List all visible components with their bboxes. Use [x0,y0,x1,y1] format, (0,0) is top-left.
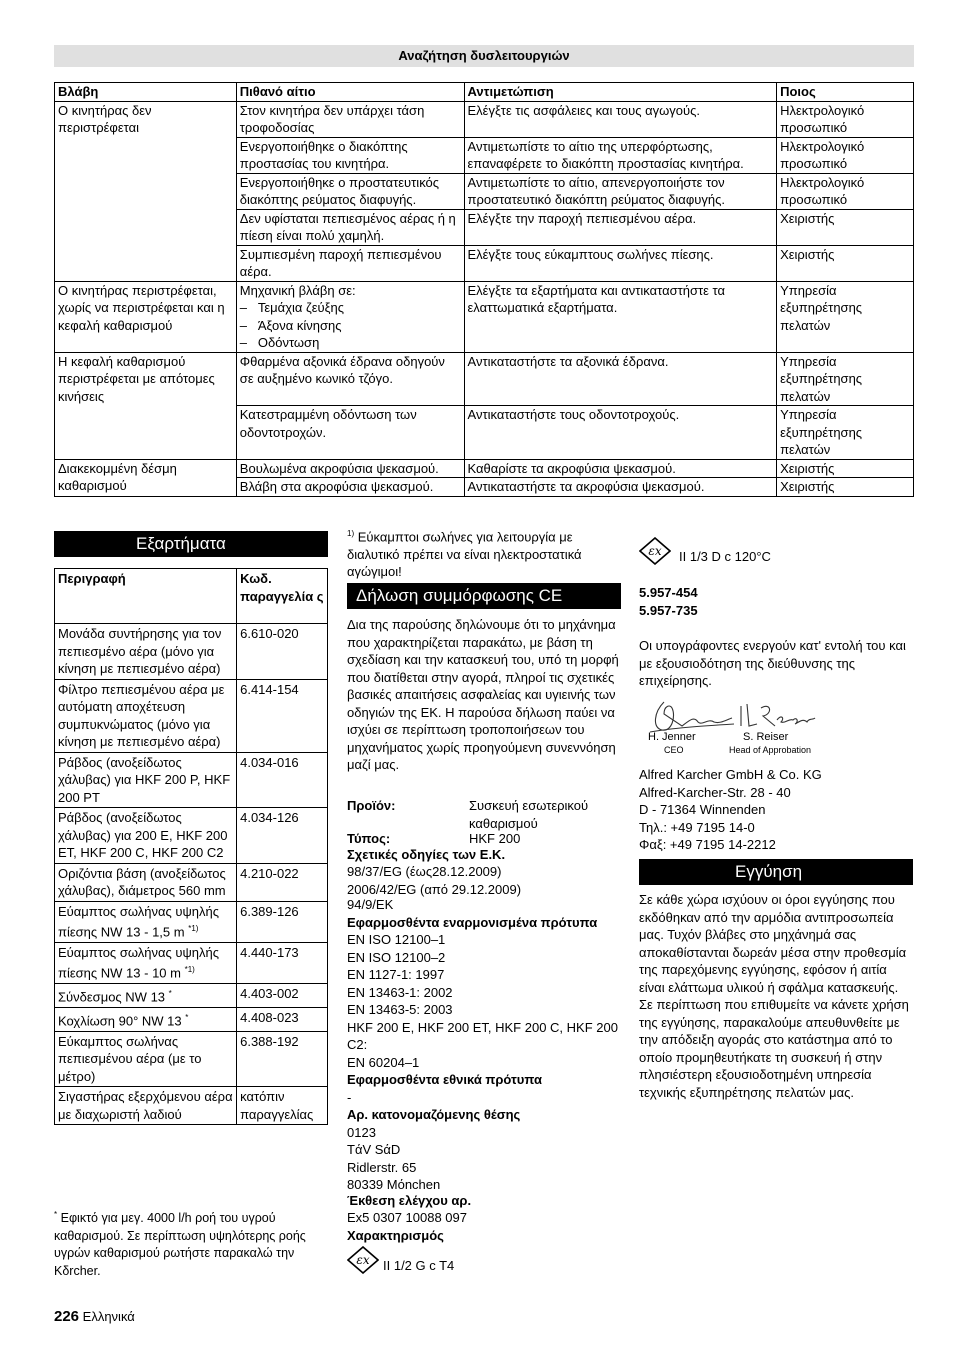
remedy-cell: Αντικαταστήστε τα ακροφύσια ψεκασμού. [464,478,777,497]
table-row [55,984,328,1008]
remedy-cell: Αντιμετωπίστε το αίτιο της υπερφόρτωσης, επαναφέρετε το διακόπτη προστασίας κινητήρα. [464,137,777,173]
fault-cell: Διακεκομμένη δέσμη καθαρισμού [55,459,237,496]
who-cell: Χειριστής [777,459,914,478]
ce-title: Δήλωση συμμόρφωσης CE [356,586,563,605]
ce-title-bar [347,583,621,609]
part-code: 4.408-023 [237,1007,328,1031]
part-desc: Σιγαστήρας εξερχόμενου αέρα με διαχωριστή λαδιού [55,1087,237,1125]
ex-marking-icon [639,537,671,565]
remedy-cell: Αντικαταστήστε τους οδοντοτροχούς. [464,406,777,460]
parts-title-bar [54,531,328,557]
col-header: Ποιος [777,83,914,102]
part-desc: Εύαμπτος σωλήνας υψηλής πίεσης NW 13 - 1,5 m $^{*1)}$ [55,901,237,942]
address-line: Alfred-Karcher-Str. 28 - 40 [639,784,791,800]
notified-label: Αρ. κατονομαζόμενης θέσης [347,1107,521,1122]
standard-item: EN ISO 12100–1 [347,932,446,947]
standard-item: EN 13463-1: 2002 [347,984,453,1000]
who-cell: Υπηρεσία εξυπηρέτησης πελατών [777,406,914,460]
fault-cell: Η κεφαλή καθαρισμού περιστρέφεται με απότομες κινήσεις [55,352,237,459]
part-desc: Σύνδεσμος NW 13 * [55,984,237,1008]
part-desc: Μονάδα συντήρησης για τον πεπιεσμένο αέρα (μόνο για κίνηση με πεπιεσμένο αέρα) [55,624,237,680]
warranty-paragraph: Σε περίπτωση που επιθυμείτε να κάνετε χρήση της εγγύησης, παρακαλούμε απευθυνθείτε με την απόδειξη αγοράς στο κατάστημα από το οποίο προμηθευτήκατε τη συσκευή ή στην πλησιέστερη εξουσιοδοτημένη υπηρεσία τεχνικής εξυπηρέτησης πελατών μας. [639,997,909,1100]
ex-marking-icon [347,1246,379,1274]
table-header-row [55,569,328,624]
cause-cell: Ενεργοποιήθηκε ο προστατευτικός διακόπτης ρεύματος διαφυγής. [236,173,464,209]
national-label: Εφαρμοσθέντα εθνικά πρότυπα [347,1072,542,1087]
part-desc: Εύκαμπτος σωλήνας πεπιεσμένου αέρα (με το μέτρο) [55,1031,237,1087]
table-header-row [55,83,914,102]
cause-list-item: – Οδόντωση [239,335,320,350]
footnote-ref: *1) [188,924,199,933]
svg-text:εx: εx [356,1253,370,1267]
who-cell: Χειριστής [777,245,914,281]
cause-text: Μηχανική βλάβη σε: [239,282,356,298]
page-number: 226 [54,1308,80,1325]
who-cell: Ηλεκτρολογικό προσωπικό [777,101,914,137]
remedy-cell: Ελέγξτε τις ασφάλειες και τους αγωγούς. [464,101,777,137]
footnote-ref: * [168,989,172,999]
col-header: Κωδ. παραγγελία ς [237,569,328,624]
type-label: Τύπος: [347,831,391,846]
marking-row [347,1246,621,1274]
cause-list-item: – Τεμάχια ζεύξης [239,300,344,315]
national-value: - [347,1089,352,1105]
warranty-title: Εγγύηση [735,862,803,881]
table-row [55,459,914,478]
remedy-cell: Ελέγξτε τους εύκαμπτους σωλήνες πίεσης. [464,245,777,281]
ce-details [347,797,621,1274]
footnote-ref: * [185,1012,189,1022]
parts-table-wrap [54,568,328,1125]
parts-footnote [54,1206,328,1280]
standard-item: EN 1127-1: 1997 [347,967,445,982]
col-header: Αντιμετώπιση [464,83,777,102]
remedy-cell: Ελέγξτε τα εξαρτήματα και αντικαταστήστε τα ελαττωματικά εξαρτήματα. [464,281,777,352]
page-footer [54,1308,135,1325]
who-cell: Χειριστής [777,478,914,497]
standard-item: HKF 200 E, HKF 200 ET, HKF 200 C, HKF 200 C2: [347,1019,618,1052]
footnote-star: * [54,1210,58,1219]
notified-line: TάV SάD [347,1142,401,1157]
part-number: 5.957-454 [639,585,698,600]
warranty-title-bar [639,859,913,885]
marking2-row [639,537,771,565]
warranty-text [639,891,914,1101]
remedy-cell: Αντικαταστήστε τα αξονικά έδρανα. [464,352,777,406]
cause-list-item: – Άξονα κίνησης [239,317,342,333]
cause-cell: Στον κινητήρα δεν υπάρχει τάση τροφοδοσίας [236,101,464,137]
table-row [55,752,328,808]
table-row [55,942,328,983]
troubleshooting-table [54,82,914,497]
part-code: 4.403-002 [237,984,328,1008]
remedy-cell: Ελέγξτε την παροχή πεπιεσμένου αέρα. [464,209,777,245]
part-code: 4.034-016 [237,752,328,808]
who-cell: Υπηρεσία εξυπηρέτησης πελατών [777,352,914,406]
part-desc: Κοχλίωση 90° NW 13 * [55,1007,237,1031]
table-row [55,624,328,680]
footer-language: Ελληνικά [82,1309,135,1324]
troubleshooting-title: Αναζήτηση δυσλειτουργιών [54,45,914,67]
remedy-cell: Αντιμετωπίστε το αίτιο, απενεργοποιήστε τον προστατευτικό διακόπτη ρεύματος διαφυγής. [464,173,777,209]
table-row [55,1087,328,1125]
table-row [55,281,914,352]
signature-reiser-icon [737,700,817,734]
marking-label: Χαρακτηρισμός [347,1227,444,1243]
col-header: Πιθανό αίτιο [236,83,464,102]
table-row [55,101,914,137]
who-cell: Υπηρεσία εξυπηρέτησης πελατών [777,281,914,352]
address-line: D - 71364 Winnenden [639,802,766,817]
ce-intro: Δια της παρούσης δηλώνουμε ότι το μηχάνημα που χαρακτηρίζεται παρακάτω, με βάση τη σχεδίαση και την κατασκευή του, υπό τη μορφή που διατίθεται στην αγορά, πληροί τις σχετικές βασικές απαιτήσεις ασφαλείας και υγιεινής των οδηγιών της ΕΚ. Η παρούσα δήλωση παύει να ισχύει σε περίπτωση τροποποιήσεων του μηχανήματος χωρίς προηγούμενη συνεννόηση μαζί μας. [347,617,619,772]
parts-title: Εξαρτήματα [136,534,226,553]
table-row [55,901,328,942]
hose-note [347,525,619,581]
part-desc: Ράβδος (ανοξείδωτος χάλυβας) για HKF 200 P, HKF 200 PT [55,752,237,808]
parts-footnote-text: Εφικτό για μεγ. 4000 l/h ροή του υγρού καθαρισμού. Σε περίπτωση υψηλότερης ροής υγρών καθαρισμού ρωτήστε παρακαλώ την Kδrcher. [54,1211,306,1278]
signer2-name: S. Reiser [743,731,789,743]
harmonized-label: Εφαρμοσθέντα εναρμονισμένα πρότυπα [347,914,598,930]
address-line: Τηλ.: +49 7195 14-0 [639,819,755,835]
address-line: Φαξ: +49 7195 14-2212 [639,837,776,852]
part-code: 6.414-154 [237,679,328,752]
marking-value: II 1/2 G c T4 [383,1257,455,1273]
signer1-name: H. Jenner [648,731,696,743]
notified-line: Ridlerstr. 65 [347,1159,417,1175]
col-header: Περιγραφή [55,569,237,624]
part-code: κατόπιν παραγγελίας [237,1087,328,1125]
address-block [639,766,822,854]
who-cell: Χειριστής [777,209,914,245]
report-label: Έκθεση ελέγχου αρ. [347,1192,472,1208]
part-code: 6.389-126 [237,901,328,942]
part-desc: Εύαμπτος σωλήνας υψηλής πίεσης NW 13 - 10 m $^{*1)}$ [55,942,237,983]
who-cell: Ηλεκτρολογικό προσωπικό [777,137,914,173]
signer1-role: CEO [664,745,684,755]
cause-cell: Συμπιεσμένη παροχή πεπιεσμένου αέρα. [236,245,464,281]
marking2-value: II 1/3 D c 120°C [679,548,771,564]
part-numbers [639,584,698,619]
part-desc: Ράβδος (ανοξείδωτος χάλυβας) για 200 E, HKF 200 ET, HKF 200 C, HKF 200 C2 [55,808,237,864]
signer2-role: Head of Approbation [729,745,812,755]
cause-cell: Βλάβη στα ακροφύσια ψεκασμού. [236,478,464,497]
svg-text:εx: εx [648,544,662,558]
product-value: Συσκευή εσωτερικού καθαρισμού [469,798,589,831]
standard-item: EN ISO 12100–2 [347,949,446,965]
troubleshooting-table-wrap [54,82,914,497]
note-ref: 1) [347,529,355,538]
address-line: Alfred Karcher GmbH & Co. KG [639,767,822,782]
col-header: Βλάβη [55,83,237,102]
directive-item: 94/9/EK [347,897,394,912]
standard-item: EN 13463-5: 2003 [347,1002,453,1017]
notified-line: 0123 [347,1124,376,1140]
part-desc: Οριζόντια βάση (ανοξείδωτος χάλυβας), διάμετρος 560 mm [55,863,237,901]
cause-cell: Κατεστραμμένη οδόντωση των οδοντοτροχών. [236,406,464,460]
product-label: Προϊόν: [347,798,396,813]
product-row [347,797,621,832]
remedy-cell: Καθαρίστε τα ακροφύσια ψεκασμού. [464,459,777,478]
directive-item: 2006/42/EG (από 29.12.2009) [347,881,522,897]
directives-label: Σχετικές οδηγίες των Ε.Κ. [347,846,506,862]
part-code: 4.440-173 [237,942,328,983]
type-value: HKF 200 [469,831,521,846]
table-row [55,1007,328,1031]
directive-item: 98/37/EG (έως28.12.2009) [347,864,502,879]
cause-cell: Ενεργοποιήθηκε ο διακόπτης προστασίας του κινητήρα. [236,137,464,173]
table-row [55,352,914,406]
part-code: 4.210-022 [237,863,328,901]
part-number: 5.957-735 [639,602,698,618]
cause-cell: Δεν υφίσταται πεπιεσμένος αέρας ή η πίεση είναι πολύ χαμηλή. [236,209,464,245]
cause-cell [236,281,464,352]
part-code: 6.610-020 [237,624,328,680]
table-row [55,863,328,901]
table-row [55,1031,328,1087]
table-row [55,808,328,864]
table-row [55,679,328,752]
standard-item: EN 60204–1 [347,1054,420,1070]
note-text: Εύκαμπτοι σωλήνες για λειτουργία με διαλυτικό πρέπει να είναι ηλεκτροστατικά αγώγιμοι! [347,529,582,580]
signers-text: Οι υπογράφοντες ενεργούν κατ' εντολή του και με εξουσιοδότηση της διεύθυνσης της επιχείρησης. [639,638,906,688]
signatures [639,694,839,758]
part-desc: Φίλτρο πεπιεσμένου αέρα με αυτόματη αποχέτευση συμπυκνώματος (μόνο για κίνηση με πεπιεσμένο αέρα) [55,679,237,752]
parts-table [54,568,328,1125]
part-code: 6.388-192 [237,1031,328,1087]
warranty-paragraph: Σε κάθε χώρα ισχύουν οι όροι εγγύησης που εκδόθηκαν από την αρμόδια αντιπροσωπεία μας. Τυχόν βλάβες στο μηχάνημά σας αποκαθίστανται δωρεάν μέσα στην προθεσμία της παρεχόμενης εγγύησης, εφόσον ή αιτία είναι ελάττωμα υλικού ή σφάλμα κατασκευής. [639,892,907,995]
report-value: Ex5 0307 10088 097 [347,1210,467,1225]
part-code: 4.034-126 [237,808,328,864]
footnote-ref: *1) [184,965,195,975]
fault-cell: Ο κινητήρας περιστρέφεται, χωρίς να περιστρέφεται και η κεφαλή καθαρισμού [55,281,237,352]
cause-cell: Βουλωμένα ακροφύσια ψεκασμού. [236,459,464,478]
cause-cell: Φθαρμένα αξονικά έδρανα οδηγούν σε αυξημένο κωνικό τζόγο. [236,352,464,406]
who-cell: Ηλεκτρολογικό προσωπικό [777,173,914,209]
fault-cell: Ο κινητήρας δεν περιστρέφεται [55,101,237,281]
notified-line: 80339 Mόnchen [347,1177,441,1192]
